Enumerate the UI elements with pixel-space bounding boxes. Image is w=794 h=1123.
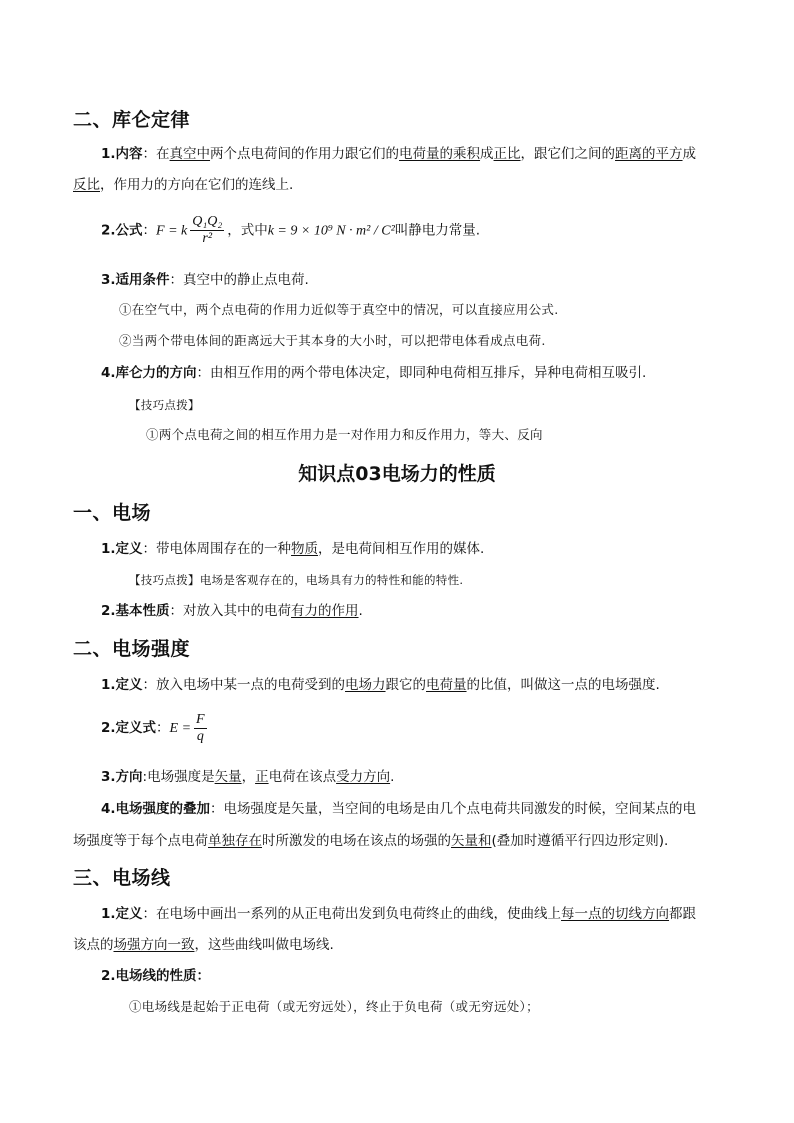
paragraph-applicable-conditions: 3.适用条件：真空中的静止点电荷. [101,272,309,288]
paragraph-field-lines-definition: 1.定义：在电场中画出一系列的从正电荷出发到负电荷终止的曲线，使曲线上每一点的切线方向都跟 [101,906,697,922]
paragraph-condition-air: ①在空气中，两个点电荷的作用力近似等于真空中的情况，可以直接应用公式. [119,302,559,317]
section-heading-electric-field: 一、电场 [73,502,152,524]
paragraph-intensity-superposition: 4.电场强度的叠加：电场强度是矢量，当空间的电场是由几个点电荷共同激发的时候，空间某点的电 [101,801,697,817]
intensity-fraction: $\frac{F}{q}$ [196,711,205,744]
tip-field-objective: 【技巧点拨】电场是客观存在的，电场具有力的特性和能的特性. [129,573,464,587]
paragraph-field-lines-origin: ①电场线是起始于正电荷（或无穷远处），终止于负电荷（或无穷远处）； [129,999,539,1014]
paragraph-intensity-definition: 1.定义：放入电场中某一点的电荷受到的电场力跟它的电荷量的比值，叫做这一点的电场强度. [101,677,660,693]
paragraph-intensity-direction: 3.方向:电场强度是矢量，正电荷在该点受力方向. [101,769,395,785]
section-heading-coulomb-law: 二、库仑定律 [73,109,191,131]
paragraph-intensity-superposition-cont: 场强度等于每个点电荷单独存在时所激发的电场在该点的场强的矢量和(叠加时遵循平行四边形定则). [73,833,669,849]
paragraph-field-lines-properties: 2.电场线的性质： [101,968,211,984]
paragraph-field-basic-property: 2.基本性质：对放入其中的电荷有力的作用. [101,603,363,619]
paragraph-coulomb-content: 1.内容：在真空中两个点电荷间的作用力跟它们的电荷量的乘积成正比，跟它们之间的距离的平方成 [101,146,697,162]
paragraph-coulomb-direction: 4.库仑力的方向：由相互作用的两个带电体决定，即同种电荷相互排斥，异种电荷相互吸引. [101,365,647,381]
tip-action-reaction: ①两个点电荷之间的相互作用力是一对作用力和反作用力，等大、反向 [146,427,543,442]
paragraph-field-definition: 1.定义：带电体周围存在的一种物质，是电荷间相互作用的媒体. [101,541,485,557]
section-heading-field-intensity: 二、电场强度 [73,638,191,660]
tip-label: 【技巧点拨】 [129,398,200,412]
paragraph-field-lines-definition-cont: 该点的场强方向一致，这些曲线叫做电场线. [73,937,334,953]
paragraph-coulomb-formula: 2.公式：F = k $\frac{\text{Q₁Q₂}}{\text{r²}}$ ，式中k = 9 × 10⁹ N · m² / C²叫静电力常量. [101,214,481,246]
coulomb-fraction: $\frac{\text{Q₁Q₂}}{\text{r²}}$ [192,214,223,246]
knowledge-point-title: 知识点03电场力的性质 [298,463,496,485]
paragraph-condition-distance: ②当两个带电体间的距离远大于其本身的大小时，可以把带电体看成点电荷. [119,333,546,348]
section-heading-field-lines: 三、电场线 [73,867,171,889]
paragraph-coulomb-content-cont: 反比，作用力的方向在它们的连线上. [73,177,294,193]
paragraph-intensity-formula: 2.定义式：E = $\frac{F}{q}$ [101,711,205,744]
